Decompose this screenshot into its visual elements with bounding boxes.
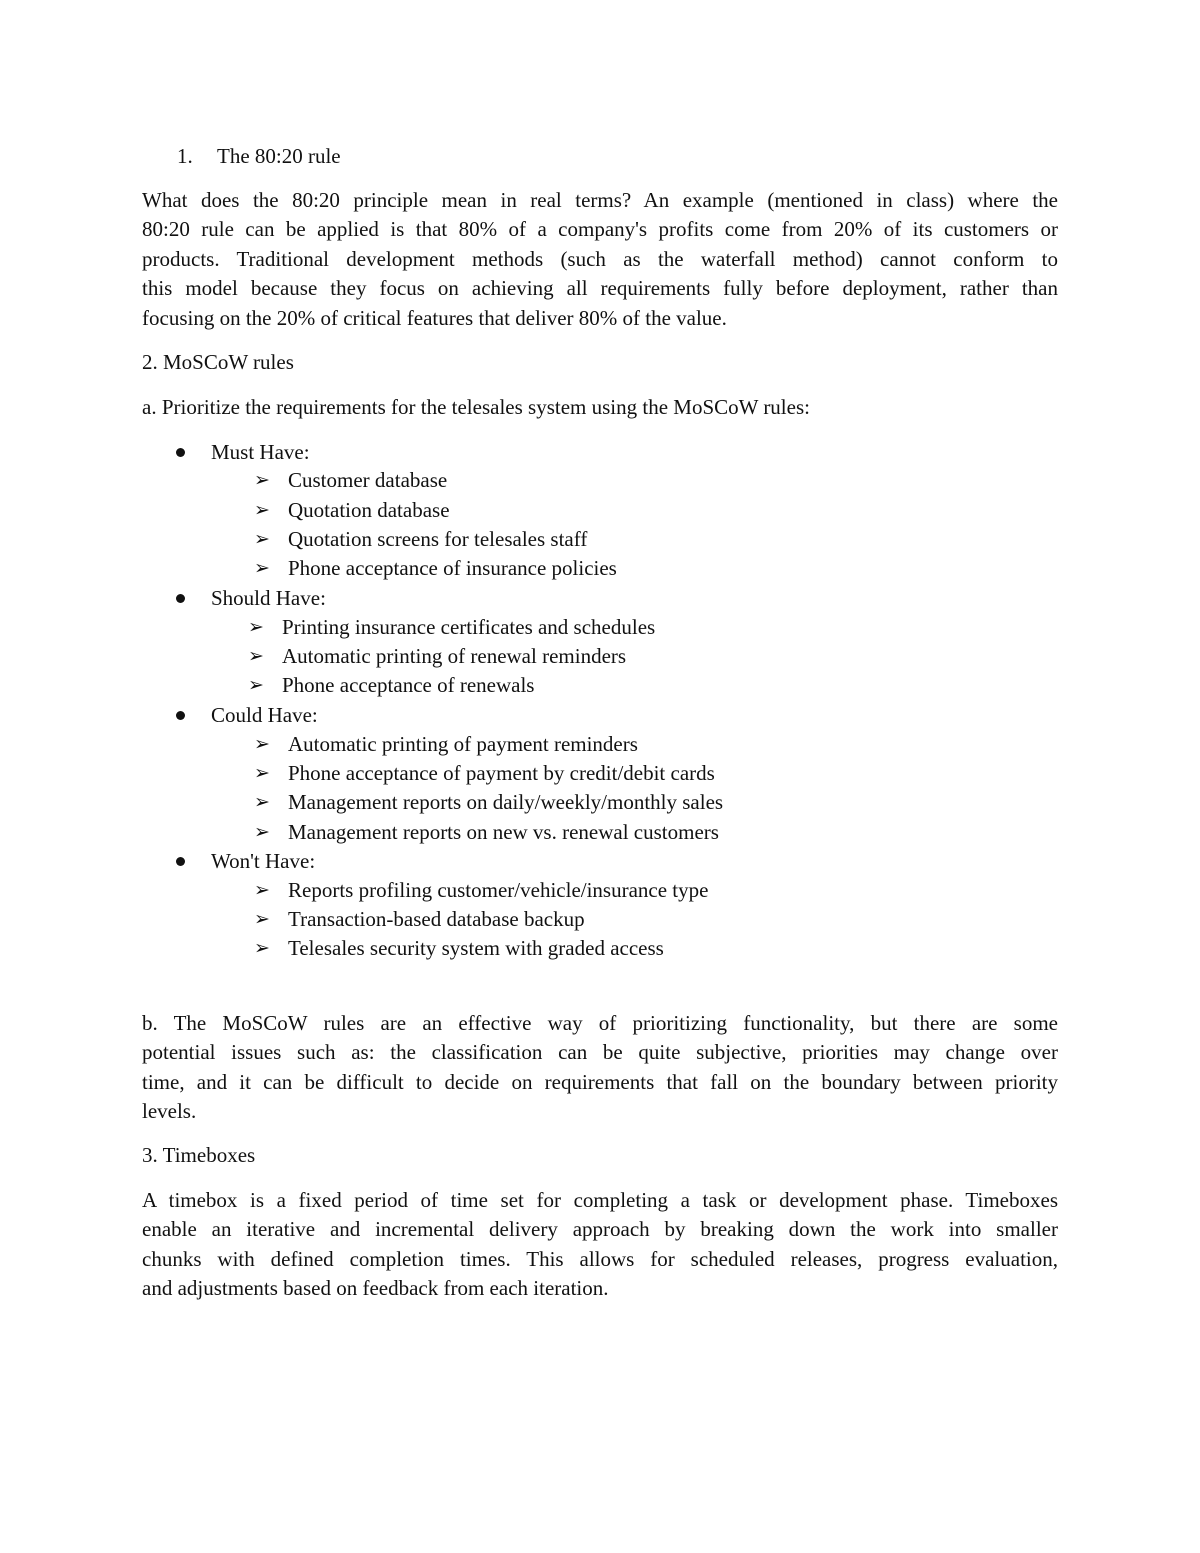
must-have-label: Must Have:: [211, 440, 310, 464]
arrow-bullet-icon: ➢: [254, 791, 270, 813]
paragraph-line: this model because they focus on achieving all requirements fully before deployment, rather than: [142, 276, 1058, 301]
arrow-bullet-icon: ➢: [254, 908, 270, 930]
paragraph-line: 80:20 rule can be applied is that 80% of a company's profits come from 20% of its customers or: [142, 217, 1058, 242]
bullet-icon: [176, 594, 185, 603]
wont-have-item: Telesales security system with graded access: [288, 936, 664, 960]
paragraph-line: time, and it can be difficult to decide on requirements that fall on the boundary between priority: [142, 1069, 1058, 1094]
section1-number: 1.: [177, 144, 193, 168]
must-have-item: Customer database: [288, 468, 448, 492]
arrow-bullet-icon: ➢: [254, 821, 270, 843]
paragraph-line: potential issues such as: the classification can be quite subjective, priorities may change over: [142, 1040, 1058, 1065]
section2-part-b: [142, 1009, 1058, 1127]
paragraph-line: chunks with defined completion times. This allows for scheduled releases, progress evaluation,: [142, 1246, 1058, 1271]
paragraph-line: levels.: [142, 1099, 197, 1124]
paragraph-line: What does the 80:20 principle mean in real terms? An example (mentioned in class) where the: [142, 188, 1058, 212]
paragraph-line: and adjustments based on feedback from each iteration.: [142, 1276, 609, 1301]
arrow-bullet-icon: ➢: [254, 469, 270, 491]
should-have-item: Phone acceptance of renewals: [282, 673, 535, 697]
section1-heading: The 80:20 rule: [217, 144, 341, 168]
section3-paragraph: [142, 1186, 1058, 1304]
section2-part-a: a. Prioritize the requirements for the telesales system using the MoSCoW rules:: [142, 395, 810, 419]
section1-paragraph: [142, 186, 1058, 333]
paragraph-line: A timebox is a fixed period of time set for completing a task or development phase. Timeboxes: [142, 1188, 1058, 1212]
must-have-item: Quotation database: [288, 498, 450, 522]
could-have-label: Could Have:: [211, 703, 318, 727]
must-have-item: Quotation screens for telesales staff: [288, 527, 588, 551]
could-have-item: Management reports on daily/weekly/monthly sales: [288, 790, 724, 814]
arrow-bullet-icon: ➢: [248, 616, 264, 638]
paragraph-line: enable an iterative and incremental delivery approach by breaking down the work into smaller: [142, 1217, 1058, 1242]
should-have-item: Printing insurance certificates and schedules: [282, 615, 656, 639]
wont-have-label: Won't Have:: [211, 849, 316, 873]
section3-heading: 3. Timeboxes: [142, 1143, 256, 1167]
wont-have-item: Reports profiling customer/vehicle/insurance type: [288, 878, 709, 902]
arrow-bullet-icon: ➢: [248, 674, 264, 696]
section2-heading: 2. MoSCoW rules: [142, 350, 294, 374]
bullet-icon: [176, 857, 185, 866]
arrow-bullet-icon: ➢: [254, 528, 270, 550]
arrow-bullet-icon: ➢: [254, 499, 270, 521]
arrow-bullet-icon: ➢: [254, 733, 270, 755]
paragraph-line: focusing on the 20% of critical features that deliver 80% of the value.: [142, 305, 727, 330]
should-have-item: Automatic printing of renewal reminders: [282, 644, 627, 668]
arrow-bullet-icon: ➢: [254, 762, 270, 784]
could-have-item: Automatic printing of payment reminders: [288, 732, 638, 756]
paragraph-line: b. The MoSCoW rules are an effective way of prioritizing functionality, but there are some: [142, 1011, 1058, 1035]
arrow-bullet-icon: ➢: [254, 557, 270, 579]
must-have-item: Phone acceptance of insurance policies: [288, 556, 617, 580]
arrow-bullet-icon: ➢: [248, 645, 264, 667]
wont-have-item: Transaction-based database backup: [288, 907, 585, 931]
arrow-bullet-icon: ➢: [254, 937, 270, 959]
paragraph-line: products. Traditional development methods (such as the waterfall method) cannot conform to: [142, 246, 1058, 271]
should-have-label: Should Have:: [211, 586, 326, 610]
could-have-item: Phone acceptance of payment by credit/debit cards: [288, 761, 715, 785]
bullet-icon: [176, 711, 185, 720]
arrow-bullet-icon: ➢: [254, 879, 270, 901]
could-have-item: Management reports on new vs. renewal customers: [288, 820, 719, 844]
bullet-icon: [176, 448, 185, 457]
